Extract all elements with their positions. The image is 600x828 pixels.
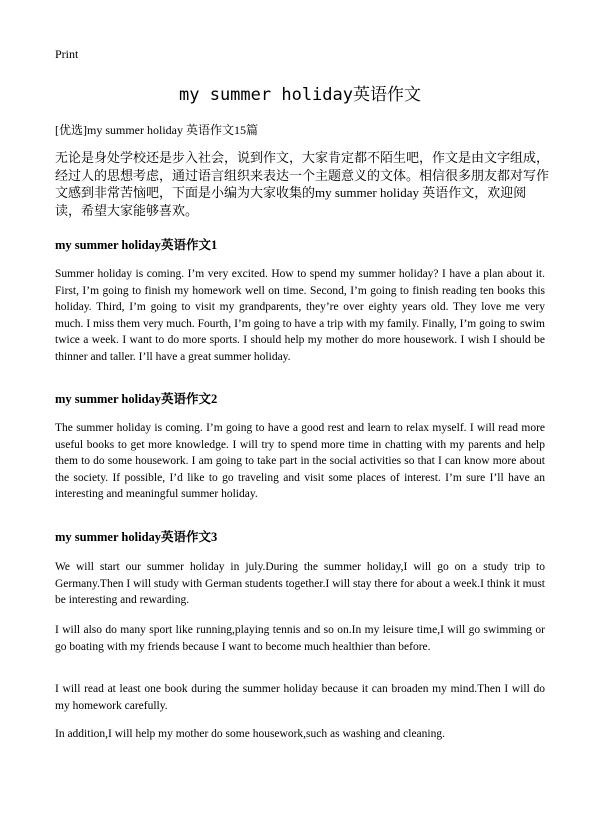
page-title: my summer holiday英语作文 (179, 85, 421, 105)
section-3-paragraph-4: In addition,I will help my mother do some housework,such as washing and cleaning. (55, 728, 445, 740)
section-3-paragraph-2: I will also do many sport like running,playing tennis and so on.In my leisure time,I will go swimming or go boating with my friends because I want to become much healthier than before. (55, 624, 545, 653)
section-heading-1: my summer holiday英语作文1 (55, 238, 218, 252)
print-link[interactable]: Print (55, 47, 79, 61)
section-3-paragraph-3: I will read at least one book during the summer holiday because it can broaden my mind.Then I will do my homework carefully. (55, 683, 545, 712)
section-1-paragraph-1: Summer holiday is coming. I’m very excited. How to spend my summer holiday? I have a plan about it. First, I’m going to finish my homework well on time. Second, I’m going to finish reading ten books this holiday. Third, I’m going to visit my grandparents, they’re over eighty years old. They love me very much. I miss them very much. Fourth, I’m going to have a trip with my family. Finally, I’m going to swim twice a week. I want to do more sports. I should help my mother do more housework. I wish I should be thinner and taller. I’ll have a great summer holiday. (55, 268, 545, 363)
section-2-paragraph-1: The summer holiday is coming. I’m going to have a good rest and learn to relax myself. I will read more useful books to get more knowledge. I will try to spend more time in chatting with my parents and help them to do some housework. I am going to take part in the social activities so that I can know more about the society. If possible, I’d like to go traveling and visit some places of interest. I’m sure I’ll have an interesting and meaningful summer holiday. (55, 422, 545, 500)
page-subtitle: [优选]my summer holiday 英语作文15篇 (55, 123, 258, 137)
section-heading-2: my summer holiday英语作文2 (55, 392, 218, 406)
section-3-paragraph-1: We will start our summer holiday in july.During the summer holiday,I will go on a study trip to Germany.Then I will study with German students together.I will stay there for about a week.I think it must be interesting and rewarding. (55, 561, 545, 606)
intro-paragraph: 无论是身处学校还是步入社会，说到作文，大家肯定都不陌生吧，作文是由文字组成，经过人的思想考虑，通过语言组织来表达一个主题意义的文体。相信很多朋友都对写作文感到非常苦恼吧，下面是小编为大家收集的my summer holiday 英语作文，欢迎阅读，希望大家能够喜欢。 (55, 150, 550, 218)
section-heading-3: my summer holiday英语作文3 (55, 530, 218, 544)
